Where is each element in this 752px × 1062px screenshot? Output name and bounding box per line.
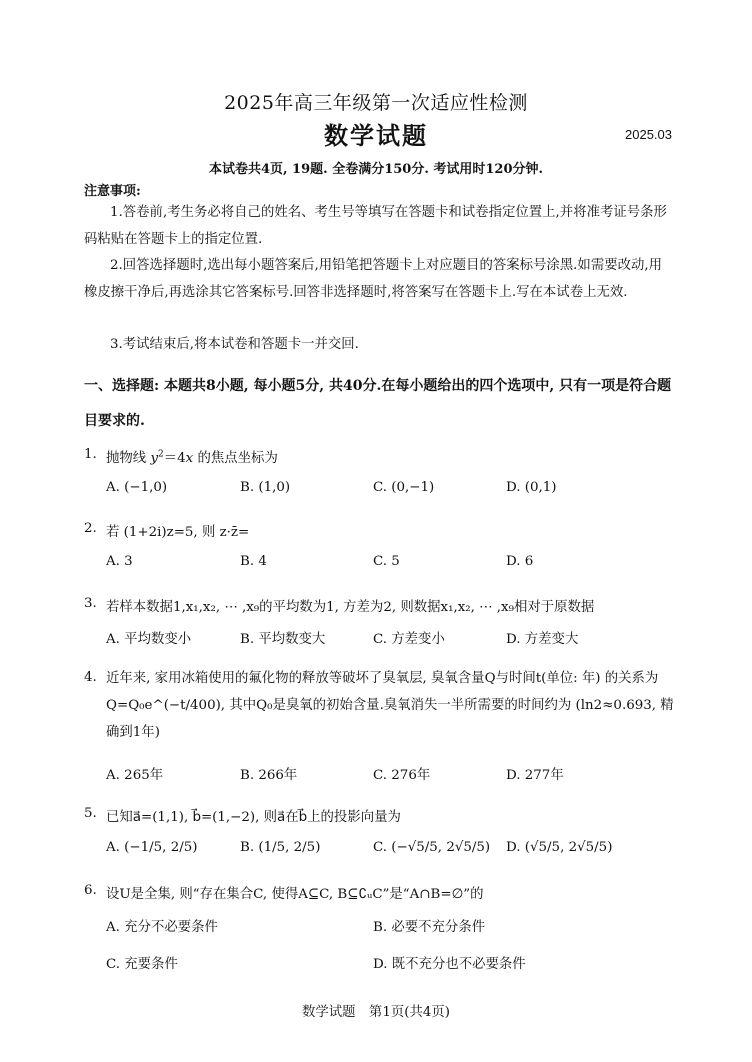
q5-option-a: A. (−1/5, 2/5) xyxy=(106,840,198,855)
exam-intro: 本试卷共4页, 19题. 全卷满分150分. 考试用时120分钟. xyxy=(208,162,544,177)
q6-option-d: D. 既不充分也不必要条件 xyxy=(373,957,526,972)
q3-option-c: C. 方差变小 xyxy=(373,632,445,647)
q1-option-b: B. (1,0) xyxy=(240,480,291,495)
page-footer: 数学试题 第1页(共4页) xyxy=(301,1005,450,1020)
q1-option-a: A. (−1,0) xyxy=(106,480,168,495)
parabola-formula: $y^2=4x$ xyxy=(150,449,194,466)
question-4 xyxy=(0,670,752,755)
q5-option-b: B. (1/5, 2/5) xyxy=(240,840,321,855)
question-6 xyxy=(0,883,752,903)
stem-suffix: 的焦点坐标为 xyxy=(197,451,278,466)
q4-option-a: A. 265年 xyxy=(106,768,164,783)
exam-subtitle: 数学试题 xyxy=(324,121,428,150)
question-5 xyxy=(0,806,752,826)
q3-option-d: D. 方差变大 xyxy=(506,632,579,647)
notice-item-3: 3.考试结束后,将本试卷和答题卡一并交回. xyxy=(110,337,359,352)
q5-option-d: D. (√5/5, 2√5/5) xyxy=(506,840,613,855)
q2-option-b: B. 4 xyxy=(240,554,267,569)
q6-option-b: B. 必要不充分条件 xyxy=(373,920,486,935)
question-number: 6. xyxy=(84,883,97,898)
question-number: 2. xyxy=(84,521,97,536)
question-number: 1. xyxy=(84,447,97,462)
question-number: 4. xyxy=(84,670,97,685)
question-number: 5. xyxy=(84,806,97,821)
question-stem xyxy=(106,447,278,466)
q4-option-c: C. 276年 xyxy=(373,768,431,783)
notice-title: 注意事项: xyxy=(84,184,141,199)
exam-title: 2025年高三年级第一次适应性检测 xyxy=(224,92,528,114)
question-number: 3. xyxy=(84,596,97,611)
question-stem: 设U是全集, 则“存在集合C, 使得A⊆C, B⊆∁ᵤC”是“A∩B=∅”的 xyxy=(106,887,484,902)
notice-item-2: 2.回答选择题时,选出每小题答案后,用铅笔把答题卡上对应题目的答案标号涂黑.如需要改动,用橡皮擦干净后,再选涂其它答案标号.回答非选择题时,将答案写在答题卡上.写在本试卷上无效. xyxy=(84,258,663,300)
q1-option-d: D. (0,1) xyxy=(506,480,557,495)
question-2 xyxy=(0,521,752,541)
q4-option-b: B. 266年 xyxy=(240,768,298,783)
q5-option-c: C. (−√5/5, 2√5/5) xyxy=(373,840,491,855)
question-stem: 若样本数据1,x₁,x₂, ⋯ ,x₉的平均数为1, 方差为2, 则数据x₁,x₂, ⋯ ,x₉相对于原数据 xyxy=(106,600,595,615)
question-stem: 已知a⃗=(1,1), b⃗=(1,−2), 则a⃗在b⃗上的投影向量为 xyxy=(106,810,401,825)
q2-option-d: D. 6 xyxy=(506,554,534,569)
q3-option-a: A. 平均数变小 xyxy=(106,632,192,647)
q6-option-a: A. 充分不必要条件 xyxy=(106,920,218,935)
stem-prefix: 抛物线 xyxy=(106,451,147,466)
notice-item-1: 1.答卷前,考生务必将自己的姓名、考生号等填写在答题卡和试卷指定位置上,并将准考证号条形码粘贴在答题卡上的指定位置. xyxy=(84,205,667,247)
q1-option-c: C. (0,−1) xyxy=(373,480,435,495)
question-3 xyxy=(0,596,752,616)
question-stem: 近年来, 家用冰箱使用的氟化物的释放等破坏了臭氧层, 臭氧含量Q与时间t(单位: 年) 的关系为 Q=Q₀e^(−t/400), 其中Q₀是臭氧的初始含量.臭氧消失一半所需要的时间约为 (ln2≈0.693, 精确到1年) xyxy=(106,671,674,740)
question-stem: 若 (1+2i)z=5, 则 z·z̄= xyxy=(106,525,250,540)
exam-date: 2025.03 xyxy=(625,127,672,142)
q2-option-c: C. 5 xyxy=(373,554,400,569)
section-heading: 一、选择题: 本题共8小题, 每小题5分, 共40分.在每小题给出的四个选项中, 只有一项是符合题目要求的. xyxy=(84,378,672,429)
q2-option-a: A. 3 xyxy=(106,554,133,569)
q4-option-d: D. 277年 xyxy=(506,768,564,783)
question-1 xyxy=(0,447,752,467)
q6-option-c: C. 充要条件 xyxy=(106,957,178,972)
q3-option-b: B. 平均数变大 xyxy=(240,632,326,647)
